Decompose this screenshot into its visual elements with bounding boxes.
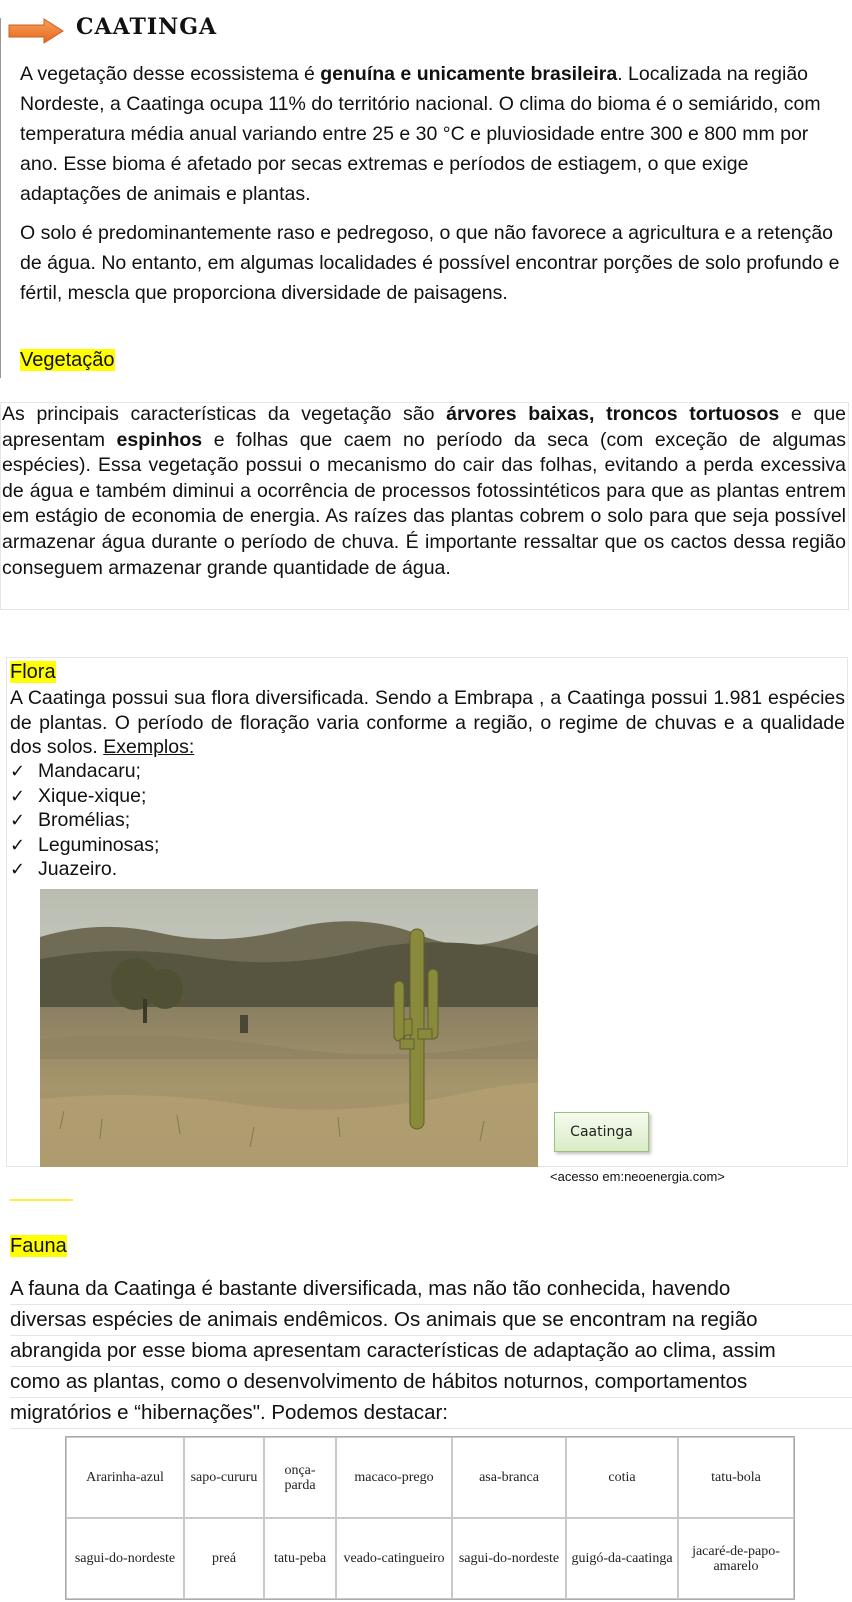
section-heading-vegetacao (20, 349, 115, 372)
table-cell: Ararinha-azul (66, 1437, 184, 1518)
flora-paragraph (10, 686, 845, 760)
table-cell: macaco-prego (336, 1437, 452, 1518)
table-cell: asa-branca (452, 1437, 566, 1518)
fauna-line: migratórios e “hibernações". Podemos destacar: (10, 1398, 852, 1429)
soil-text: O solo é predominantemente raso e pedregoso, o que não favorece a agricultura e a retenção de água. No entanto, em algumas localidades é possível encontrar porções de solo profundo e fértil, mescla que proporciona diversidade de paisagens. (20, 222, 840, 304)
arrow-icon (8, 18, 64, 44)
veg-text-1: As principais características da vegetação são (2, 403, 447, 425)
divider (10, 1199, 73, 1201)
list-item (10, 857, 159, 882)
veg-bold-2: espinhos (116, 428, 203, 451)
intro-paragraph-1 (20, 59, 840, 209)
list-item-label: Bromélias; (38, 809, 131, 831)
check-icon: ✓ (10, 859, 26, 879)
section-heading-fauna (10, 1235, 67, 1258)
table-cell: veado-catingueiro (336, 1518, 452, 1599)
intro-bold-text: genuína e unicamente brasileira (320, 63, 618, 85)
table-cell: onça-parda (264, 1437, 336, 1518)
check-icon: ✓ (10, 761, 26, 781)
intro-text-rest: . Localizada na região Nordeste, a Caatinga ocupa 11% do território nacional. O clima do bioma é o semiárido, com temperatura média anual variando entre 25 e 30 °C e pluviosidade entre 300 e 800 mm por ano. Esse bioma é afetado por secas extremas e períodos de estiagem, o que exige adaptações de animais e plantas. (20, 63, 821, 205)
fauna-line: abrangida por esse bioma apresentam características de adaptação ao clima, assim (10, 1336, 852, 1367)
examples-label: Exemplos: (103, 736, 195, 758)
animals-table (65, 1436, 795, 1600)
table-cell: preá (184, 1518, 264, 1599)
flora-list (10, 759, 159, 882)
veg-text-2: e que apresentam (2, 403, 847, 451)
list-item-label: Xique-xique; (38, 784, 147, 807)
check-icon: ✓ (10, 810, 26, 830)
table-cell: jacaré-de-papo-amarelo (678, 1518, 794, 1599)
fauna-line: como as plantas, como o desenvolvimento de hábitos noturnos, comportamentos (10, 1367, 852, 1398)
fauna-line: diversas espécies de animais endêmicos. Os animais que se encontram na região (10, 1305, 852, 1336)
table-cell: cotia (566, 1437, 678, 1518)
list-item (10, 833, 159, 858)
vegetacao-heading-label: Vegetação (20, 349, 115, 371)
page-title: CAATINGA (76, 14, 218, 40)
flora-text: A Caatinga possui sua flora diversificada. Sendo a Embrapa , a Caatinga possui 1.981 espécies de plantas. O período de floração varia conforme a região, o regime de chuvas e a qualidade dos solos. (10, 687, 845, 758)
photo-caption: Caatinga (554, 1112, 649, 1152)
fauna-heading-label: Fauna (10, 1235, 67, 1257)
table-cell: sagui-do-nordeste (66, 1518, 184, 1599)
table-cell: sagui-do-nordeste (452, 1518, 566, 1599)
intro-text: A vegetação desse ecossistema é (20, 63, 321, 85)
section-heading-flora (10, 661, 56, 684)
list-item (10, 808, 159, 833)
check-icon: ✓ (10, 834, 26, 855)
list-item-label: Leguminosas; (38, 833, 160, 856)
vegetacao-paragraph (2, 402, 846, 581)
veg-bold-1: árvores baixas, troncos tortuosos (446, 403, 780, 425)
list-item (10, 759, 159, 784)
intro-paragraph-2 (20, 218, 840, 308)
check-icon: ✓ (10, 785, 26, 806)
table-cell: guigó-da-caatinga (566, 1518, 678, 1599)
table-cell: tatu-bola (678, 1437, 794, 1518)
table-cell: tatu-peba (264, 1518, 336, 1599)
flora-heading-label: Flora (10, 661, 56, 683)
table-row (66, 1518, 794, 1599)
veg-text-3: e folhas que caem no período da seca (com exceção de algumas espécies). Essa vegetação possui o mecanismo do cair das folhas, evitando a perda excessiva de água e também diminui a ocorrência de processos fotossintéticos para que as plantas entrem em estágio de economia de energia. As raízes das plantas cobrem o solo para que seja possível armazenar água durante o período de chuva. É importante ressaltar que os cactos dessa região conseguem armazenar grande quantidade de água. (2, 428, 846, 579)
fauna-paragraph (10, 1274, 852, 1429)
table-cell: sapo-cururu (184, 1437, 264, 1518)
divider (0, 18, 1, 378)
caatinga-photo (40, 889, 538, 1167)
table-row (66, 1437, 794, 1518)
list-item-label: Juazeiro. (38, 858, 118, 880)
fauna-line: A fauna da Caatinga é bastante diversificada, mas não tão conhecida, havendo (10, 1274, 852, 1305)
list-item-label: Mandacaru; (38, 760, 141, 782)
photo-credit: <acesso em:neoenergia.com> (550, 1169, 725, 1184)
list-item (10, 784, 159, 809)
